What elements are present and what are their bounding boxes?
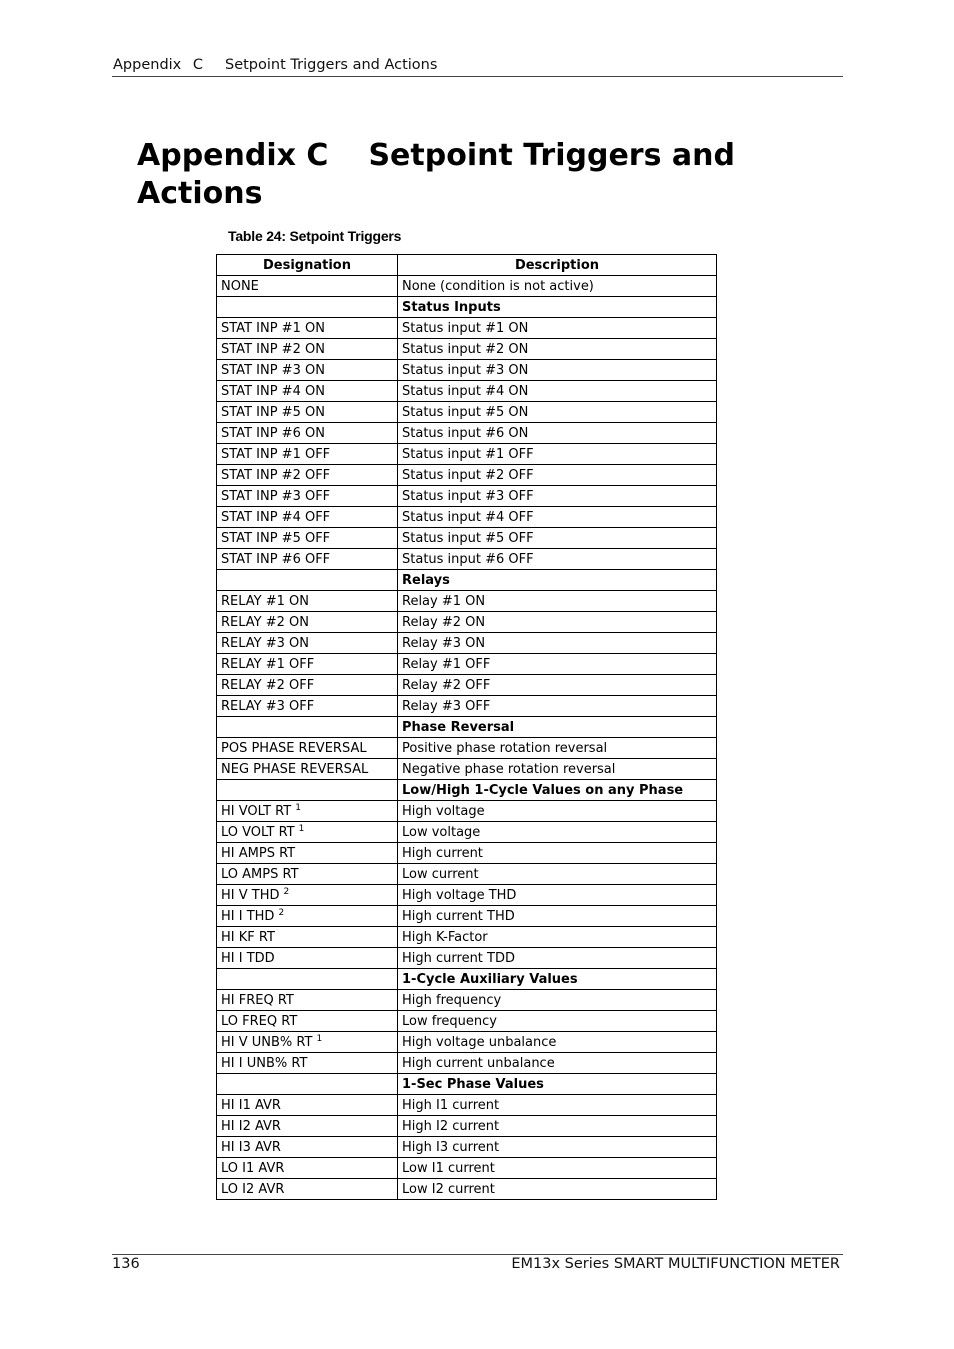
description-cell: High current	[398, 843, 717, 864]
designation-cell: RELAY #1 ON	[217, 591, 398, 612]
running-header-appendix: Appendix C	[113, 57, 203, 73]
description-cell: None (condition is not active)	[398, 276, 717, 297]
designation-cell: RELAY #2 ON	[217, 612, 398, 633]
table-row	[217, 738, 717, 759]
designation-cell	[217, 906, 398, 927]
column-header-description: Description	[398, 255, 717, 276]
designation-text: HI V UNB% RT	[221, 1034, 313, 1050]
table-row	[217, 822, 717, 843]
designation-cell-empty	[217, 1074, 398, 1095]
description-cell: High frequency	[398, 990, 717, 1011]
section-heading-row	[217, 969, 717, 990]
footnote-marker: 2	[278, 907, 285, 918]
page-title-appendix: Appendix C	[137, 138, 329, 173]
table-row	[217, 465, 717, 486]
designation-text: HI I THD	[221, 908, 275, 924]
description-cell: Status input #2 ON	[398, 339, 717, 360]
designation-cell: HI AMPS RT	[217, 843, 398, 864]
table-row	[217, 528, 717, 549]
designation-text: LO VOLT RT	[221, 824, 295, 840]
footnote-marker: 2	[283, 886, 290, 897]
section-heading-row	[217, 570, 717, 591]
section-heading: Relays	[398, 570, 717, 591]
description-cell: Relay #2 OFF	[398, 675, 717, 696]
designation-cell-empty	[217, 969, 398, 990]
description-cell: Status input #1 OFF	[398, 444, 717, 465]
designation-cell: HI I1 AVR	[217, 1095, 398, 1116]
table-caption: Table 24: Setpoint Triggers	[228, 228, 402, 244]
description-cell: Status input #5 ON	[398, 402, 717, 423]
description-cell: Low voltage	[398, 822, 717, 843]
section-heading: 1-Sec Phase Values	[398, 1074, 717, 1095]
section-heading: Phase Reversal	[398, 717, 717, 738]
table-row	[217, 906, 717, 927]
designation-cell: RELAY #3 ON	[217, 633, 398, 654]
footnote-marker: 1	[316, 1033, 323, 1044]
description-cell: Status input #3 OFF	[398, 486, 717, 507]
description-cell: High K-Factor	[398, 927, 717, 948]
description-cell: High current unbalance	[398, 1053, 717, 1074]
table-row	[217, 759, 717, 780]
table-row	[217, 1116, 717, 1137]
table-header-row	[217, 255, 717, 276]
table-row	[217, 864, 717, 885]
designation-cell: RELAY #1 OFF	[217, 654, 398, 675]
table-row	[217, 675, 717, 696]
table-row	[217, 1158, 717, 1179]
description-cell: Negative phase rotation reversal	[398, 759, 717, 780]
designation-cell: HI I3 AVR	[217, 1137, 398, 1158]
designation-cell-empty	[217, 297, 398, 318]
description-cell: High I3 current	[398, 1137, 717, 1158]
page-footer	[112, 1254, 843, 1273]
designation-cell: RELAY #2 OFF	[217, 675, 398, 696]
description-cell: Status input #6 ON	[398, 423, 717, 444]
page-number: 136	[112, 1256, 140, 1272]
section-heading: Status Inputs	[398, 297, 717, 318]
designation-cell: LO AMPS RT	[217, 864, 398, 885]
description-cell: Status input #4 ON	[398, 381, 717, 402]
table-row	[217, 339, 717, 360]
description-cell: Low frequency	[398, 1011, 717, 1032]
designation-cell: HI I2 AVR	[217, 1116, 398, 1137]
table-row	[217, 927, 717, 948]
description-cell: Status input #2 OFF	[398, 465, 717, 486]
designation-cell	[217, 1032, 398, 1053]
designation-cell: STAT INP #2 OFF	[217, 465, 398, 486]
designation-cell: RELAY #3 OFF	[217, 696, 398, 717]
designation-cell: STAT INP #1 OFF	[217, 444, 398, 465]
table-row	[217, 549, 717, 570]
designation-cell	[217, 801, 398, 822]
description-cell: Low current	[398, 864, 717, 885]
description-cell: Positive phase rotation reversal	[398, 738, 717, 759]
section-heading-row	[217, 297, 717, 318]
designation-cell: STAT INP #3 ON	[217, 360, 398, 381]
description-cell: Relay #1 OFF	[398, 654, 717, 675]
description-cell: High voltage THD	[398, 885, 717, 906]
table-row	[217, 486, 717, 507]
designation-cell: HI FREQ RT	[217, 990, 398, 1011]
product-name: EM13x Series SMART MULTIFUNCTION METER	[511, 1256, 840, 1272]
table-row	[217, 948, 717, 969]
table-row	[217, 1179, 717, 1200]
column-header-designation: Designation	[217, 255, 398, 276]
table-row	[217, 1032, 717, 1053]
running-header-title: Setpoint Triggers and Actions	[225, 57, 438, 73]
description-cell: Relay #3 OFF	[398, 696, 717, 717]
section-heading: Low/High 1-Cycle Values on any Phase	[398, 780, 717, 801]
table-row	[217, 1053, 717, 1074]
table-row	[217, 444, 717, 465]
running-header	[112, 56, 843, 77]
designation-cell: STAT INP #5 OFF	[217, 528, 398, 549]
table-row	[217, 360, 717, 381]
designation-cell: STAT INP #2 ON	[217, 339, 398, 360]
designation-cell: STAT INP #1 ON	[217, 318, 398, 339]
footnote-marker: 1	[295, 802, 301, 813]
designation-cell: STAT INP #3 OFF	[217, 486, 398, 507]
designation-cell: LO I2 AVR	[217, 1179, 398, 1200]
description-cell: High I1 current	[398, 1095, 717, 1116]
description-cell: High I2 current	[398, 1116, 717, 1137]
description-cell: Status input #5 OFF	[398, 528, 717, 549]
table-row	[217, 1095, 717, 1116]
description-cell: High current THD	[398, 906, 717, 927]
designation-cell: HI I UNB% RT	[217, 1053, 398, 1074]
designation-cell: NEG PHASE REVERSAL	[217, 759, 398, 780]
designation-cell-empty	[217, 717, 398, 738]
footnote-marker: 1	[298, 823, 305, 834]
page-title-text: Setpoint Triggers and Actions	[137, 138, 735, 211]
table-row	[217, 843, 717, 864]
description-cell: High voltage	[398, 801, 717, 822]
table-row	[217, 885, 717, 906]
table-row	[217, 402, 717, 423]
table-row	[217, 591, 717, 612]
section-heading-row	[217, 717, 717, 738]
designation-cell: HI KF RT	[217, 927, 398, 948]
table-row	[217, 990, 717, 1011]
designation-cell: NONE	[217, 276, 398, 297]
description-cell: Low I2 current	[398, 1179, 717, 1200]
section-heading-row	[217, 1074, 717, 1095]
designation-cell: POS PHASE REVERSAL	[217, 738, 398, 759]
description-cell: High current TDD	[398, 948, 717, 969]
table-row	[217, 381, 717, 402]
designation-cell: STAT INP #4 ON	[217, 381, 398, 402]
designation-cell-empty	[217, 780, 398, 801]
table-row	[217, 1011, 717, 1032]
description-cell: High voltage unbalance	[398, 1032, 717, 1053]
designation-cell: STAT INP #5 ON	[217, 402, 398, 423]
description-cell: Relay #1 ON	[398, 591, 717, 612]
designation-text: HI V THD	[221, 887, 280, 903]
table-row	[217, 633, 717, 654]
description-cell: Relay #3 ON	[398, 633, 717, 654]
designation-cell: STAT INP #4 OFF	[217, 507, 398, 528]
description-cell: Relay #2 ON	[398, 612, 717, 633]
designation-cell: LO FREQ RT	[217, 1011, 398, 1032]
table-row	[217, 1137, 717, 1158]
table-row	[217, 696, 717, 717]
table-row	[217, 507, 717, 528]
designation-cell-empty	[217, 570, 398, 591]
description-cell: Low I1 current	[398, 1158, 717, 1179]
setpoint-triggers-table	[216, 254, 717, 1200]
description-cell: Status input #4 OFF	[398, 507, 717, 528]
designation-cell: LO I1 AVR	[217, 1158, 398, 1179]
designation-cell	[217, 822, 398, 843]
designation-cell: STAT INP #6 OFF	[217, 549, 398, 570]
table-row	[217, 318, 717, 339]
description-cell: Status input #3 ON	[398, 360, 717, 381]
table-row	[217, 612, 717, 633]
designation-cell: STAT INP #6 ON	[217, 423, 398, 444]
description-cell: Status input #1 ON	[398, 318, 717, 339]
description-cell: Status input #6 OFF	[398, 549, 717, 570]
designation-text: HI VOLT RT	[221, 803, 292, 819]
page-title	[137, 137, 817, 213]
section-heading: 1-Cycle Auxiliary Values	[398, 969, 717, 990]
table-row	[217, 423, 717, 444]
designation-cell: HI I TDD	[217, 948, 398, 969]
table-row	[217, 801, 717, 822]
designation-cell	[217, 885, 398, 906]
section-heading-row	[217, 780, 717, 801]
table-row	[217, 654, 717, 675]
table-row	[217, 276, 717, 297]
